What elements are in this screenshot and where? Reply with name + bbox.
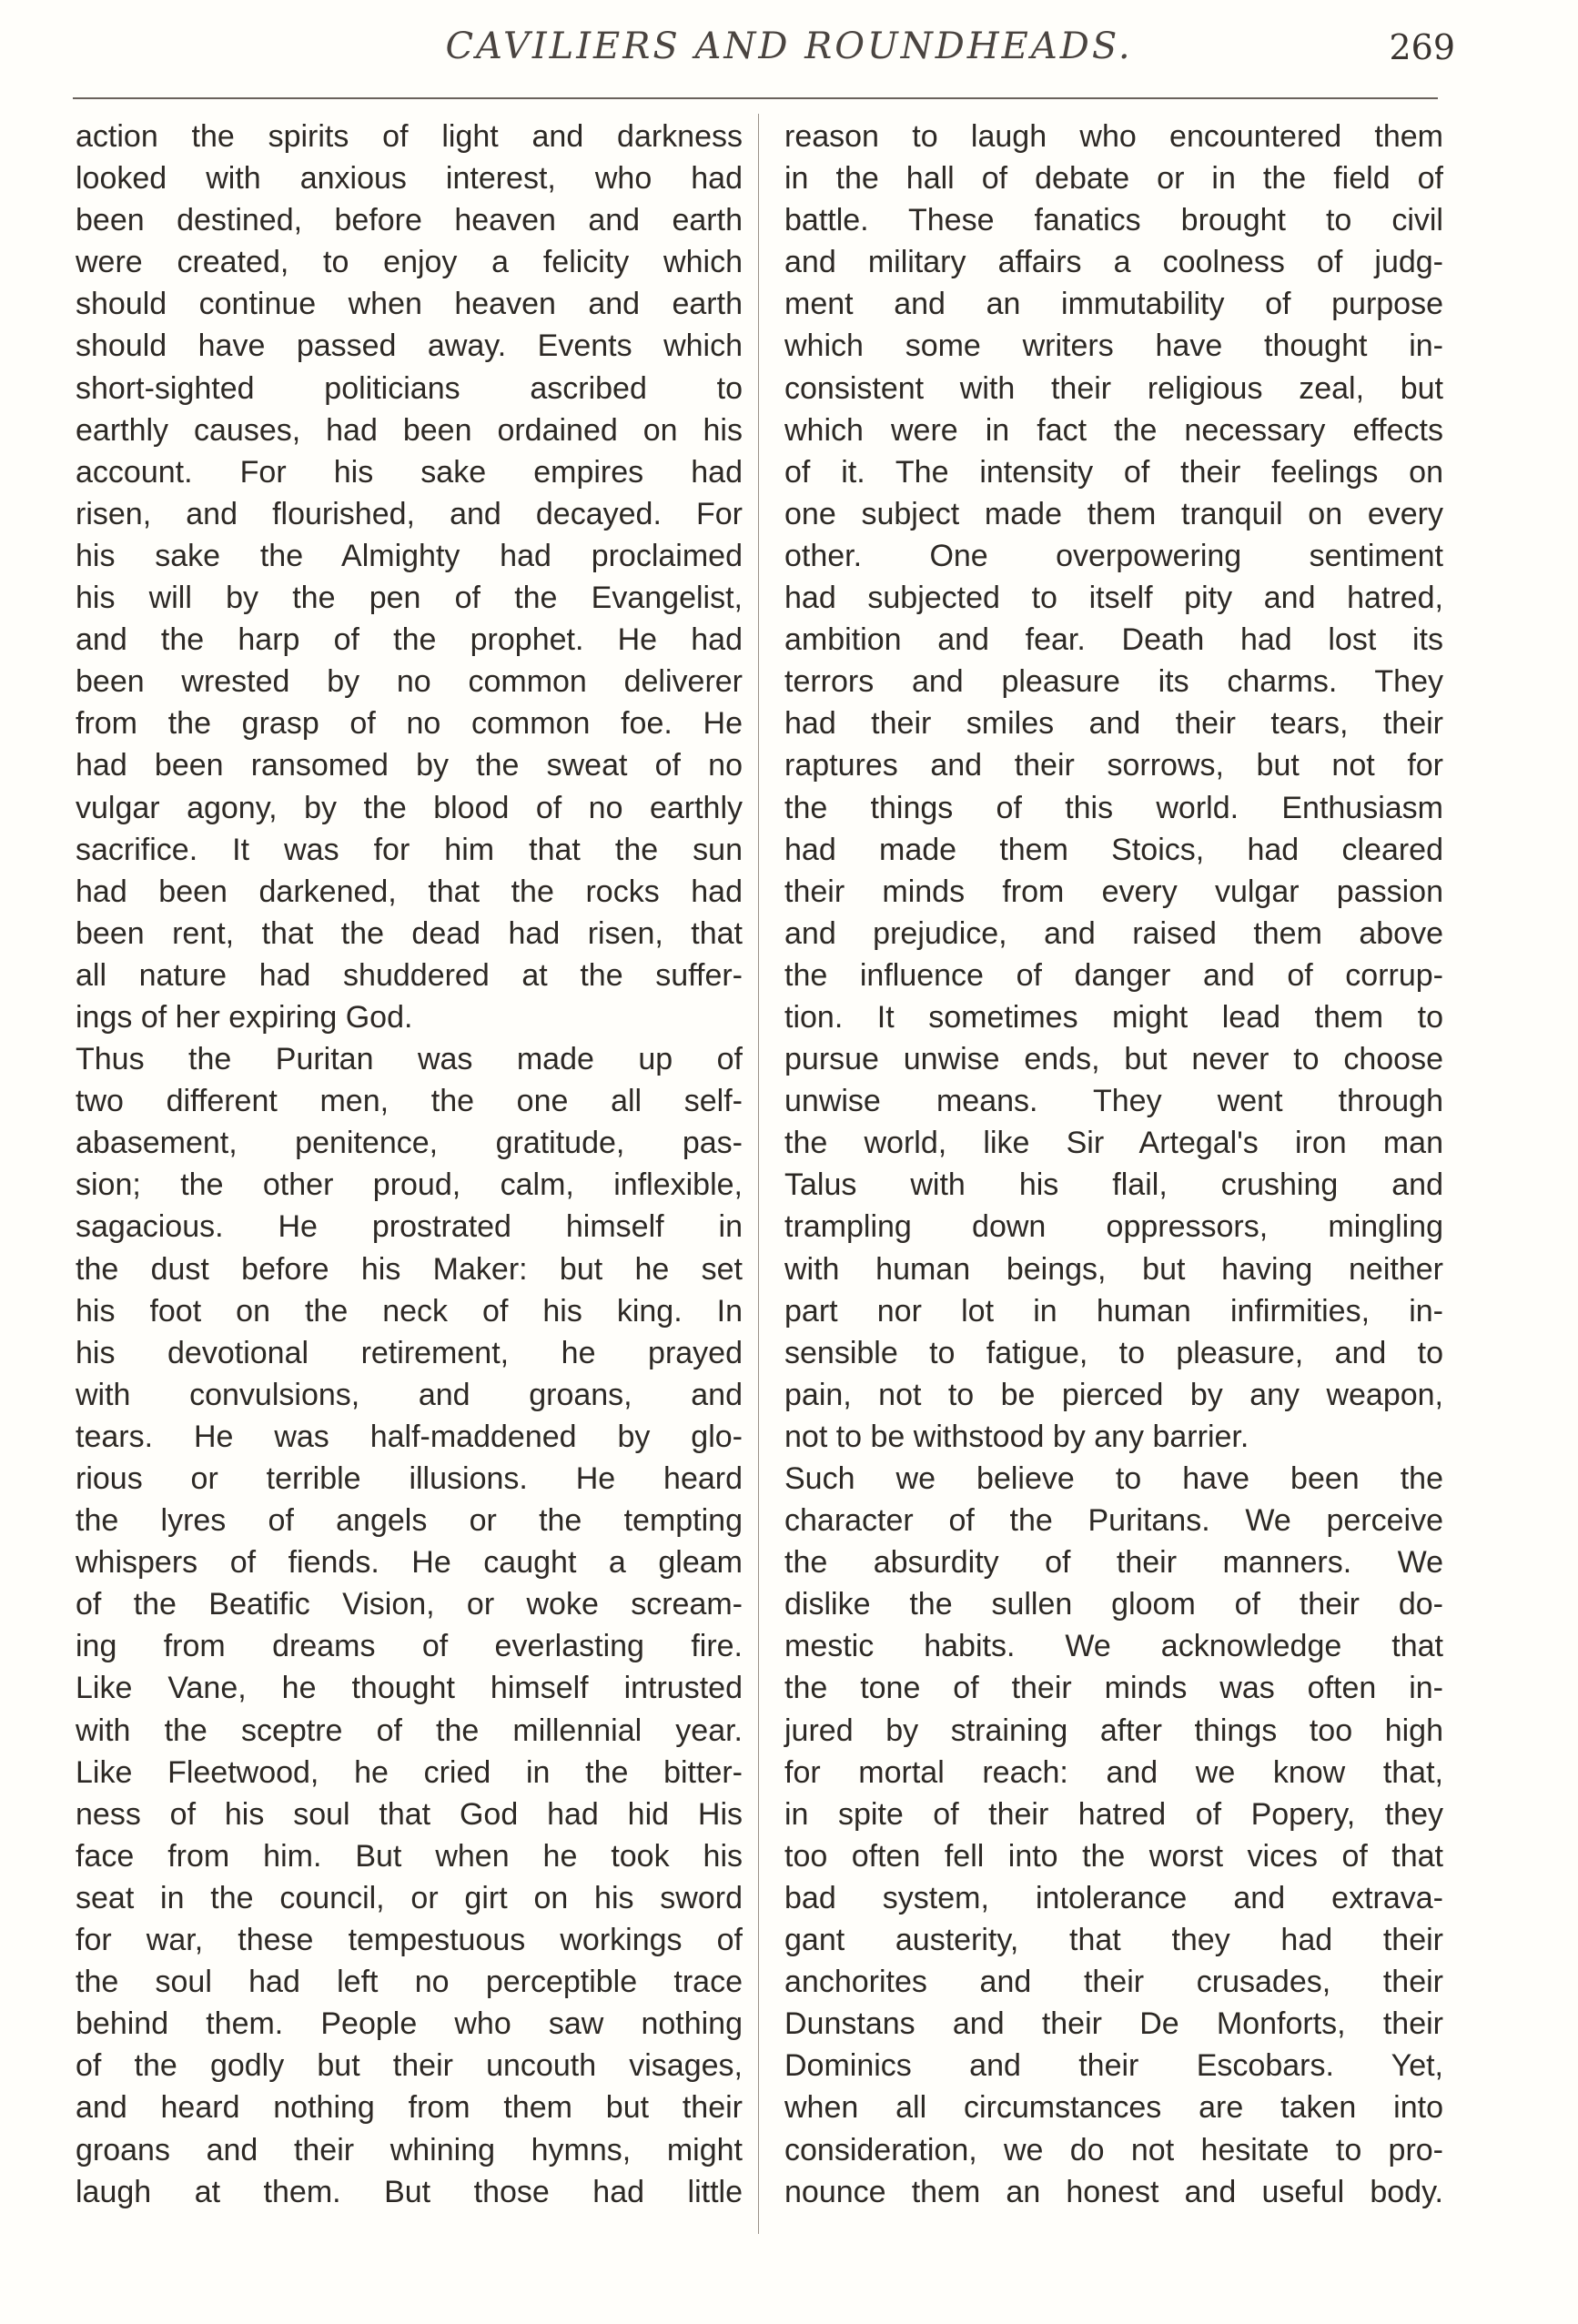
page-number: 269 xyxy=(1389,27,1455,67)
text-line: all nature had shuddered at the suffer- xyxy=(76,957,743,993)
text-line: ing from dreams of everlasting fire. xyxy=(76,1629,743,1664)
text-line: for mortal reach: and we know that, xyxy=(784,1754,1443,1790)
text-line: anchorites and their crusades, their xyxy=(784,1965,1443,2000)
text-line: consideration, we do not hesitate to pro- xyxy=(784,2132,1443,2167)
text-line: reason to laugh who encountered them xyxy=(784,119,1443,154)
text-line: nounce them an honest and useful body. xyxy=(784,2174,1443,2209)
text-line: with human beings, but having neither xyxy=(784,1251,1443,1287)
right-column xyxy=(784,116,1443,2213)
text-line: of it. The intensity of their feelings on xyxy=(784,454,1443,490)
text-line: tion. It sometimes might lead them to xyxy=(784,999,1443,1035)
header-rule xyxy=(73,97,1438,99)
text-line: risen, and flourished, and decayed. For xyxy=(76,496,743,531)
text-line: earthly causes, had been ordained on his xyxy=(76,412,743,448)
text-line: trampling down oppressors, mingling xyxy=(784,1209,1443,1245)
text-line: of the godly but their uncouth visages, xyxy=(76,2048,743,2084)
page-header xyxy=(0,25,1578,89)
text-line: the lyres of angels or the tempting xyxy=(76,1503,743,1539)
text-line: face from him. But when he took his xyxy=(76,1838,743,1874)
text-line: were created, to enjoy a felicity which xyxy=(76,245,743,280)
text-line: with the sceptre of the millennial year. xyxy=(76,1713,743,1748)
text-line: Thus the Puritan was made up of xyxy=(76,1042,743,1077)
column-divider xyxy=(758,114,759,2234)
text-line: Such we believe to have been the xyxy=(784,1461,1443,1496)
text-line: rious or terrible illusions. He heard xyxy=(76,1461,743,1496)
text-line: his foot on the neck of his king. In xyxy=(76,1293,743,1329)
text-line: been rent, that the dead had risen, that xyxy=(76,915,743,951)
text-line: mestic habits. We acknowledge that xyxy=(784,1629,1443,1664)
text-line: pain, not to be pierced by any weapon, xyxy=(784,1377,1443,1412)
text-line: the tone of their minds was often in- xyxy=(784,1671,1443,1706)
text-line: Like Fleetwood, he cried in the bitter- xyxy=(76,1754,743,1790)
text-line: seat in the council, or girt on his sword xyxy=(76,1880,743,1915)
text-line: looked with anxious interest, who had xyxy=(76,161,743,197)
text-line: in the hall of debate or in the field of xyxy=(784,161,1443,197)
text-line: his sake the Almighty had proclaimed xyxy=(76,538,743,573)
text-line: had been ransomed by the sweat of no xyxy=(76,748,743,783)
text-line: been wrested by no common deliverer xyxy=(76,664,743,700)
text-line: which some writers have thought in- xyxy=(784,328,1443,364)
text-line: for war, these tempestuous workings of xyxy=(76,1923,743,1958)
text-line: and heard nothing from them but their xyxy=(76,2090,743,2126)
text-line: bad system, intolerance and extrava- xyxy=(784,1880,1443,1915)
running-title: CAVILIERS AND ROUNDHEADS. xyxy=(445,25,1133,67)
text-line: the soul had left no perceptible trace xyxy=(76,1965,743,2000)
text-line: part nor lot in human infirmities, in- xyxy=(784,1293,1443,1329)
text-line: and prejudice, and raised them above xyxy=(784,915,1443,951)
text-line: gant austerity, that they had their xyxy=(784,1923,1443,1958)
text-line: his devotional retirement, he prayed xyxy=(76,1335,743,1370)
text-line: from the grasp of no common foe. He xyxy=(76,706,743,742)
text-line: ings of her expiring God. xyxy=(76,999,413,1035)
text-line: his will by the pen of the Evangelist, xyxy=(76,581,743,616)
text-line: short-sighted politicians ascribed to xyxy=(76,370,743,406)
text-line: Talus with his flail, crushing and xyxy=(784,1167,1443,1203)
text-line: vulgar agony, by the blood of no earthly xyxy=(76,790,743,825)
text-line: the world, like Sir Artegal's iron man xyxy=(784,1126,1443,1161)
text-line: account. For his sake empires had xyxy=(76,454,743,490)
text-line: ambition and fear. Death had lost its xyxy=(784,622,1443,658)
text-line: laugh at them. But those had little xyxy=(76,2174,743,2209)
text-line: groans and their whining hymns, might xyxy=(76,2132,743,2167)
text-line: had made them Stoics, had cleared xyxy=(784,832,1443,867)
text-line: with convulsions, and groans, and xyxy=(76,1377,743,1412)
text-line: their minds from every vulgar passion xyxy=(784,874,1443,909)
text-line: should continue when heaven and earth xyxy=(76,287,743,322)
text-line: raptures and their sorrows, but not for xyxy=(784,748,1443,783)
text-line: pursue unwise ends, but never to choose xyxy=(784,1042,1443,1077)
text-line: tears. He was half-maddened by glo- xyxy=(76,1419,743,1454)
text-line: when all circumstances are taken into xyxy=(784,2090,1443,2126)
text-line: sion; the other proud, calm, inflexible, xyxy=(76,1167,743,1203)
text-line: whispers of fiends. He caught a gleam xyxy=(76,1545,743,1581)
text-line: sagacious. He prostrated himself in xyxy=(76,1209,743,1245)
text-line: unwise means. They went through xyxy=(784,1084,1443,1119)
text-line: of the Beatific Vision, or woke scream- xyxy=(76,1587,743,1622)
text-line: and military affairs a coolness of judg- xyxy=(784,245,1443,280)
text-line: not to be withstood by any barrier. xyxy=(784,1419,1249,1454)
text-line: the absurdity of their manners. We xyxy=(784,1545,1443,1581)
text-line: been destined, before heaven and earth xyxy=(76,203,743,238)
text-line: ment and an immutability of purpose xyxy=(784,287,1443,322)
text-line: in spite of their hatred of Popery, they xyxy=(784,1796,1443,1832)
text-line: character of the Puritans. We perceive xyxy=(784,1503,1443,1539)
text-line: dislike the sullen gloom of their do- xyxy=(784,1587,1443,1622)
text-line: too often fell into the worst vices of that xyxy=(784,1838,1443,1874)
text-line: ness of his soul that God had hid His xyxy=(76,1796,743,1832)
text-line: had been darkened, that the rocks had xyxy=(76,874,743,909)
text-line: behind them. People who saw nothing xyxy=(76,2006,743,2042)
text-line: two different men, the one all self- xyxy=(76,1084,743,1119)
text-line: the things of this world. Enthusiasm xyxy=(784,790,1443,825)
text-line: which were in fact the necessary effects xyxy=(784,412,1443,448)
text-line: Dunstans and their De Monforts, their xyxy=(784,2006,1443,2042)
text-line: Dominics and their Escobars. Yet, xyxy=(784,2048,1443,2084)
text-line: the influence of danger and of corrup- xyxy=(784,957,1443,993)
text-line: battle. These fanatics brought to civil xyxy=(784,203,1443,238)
text-line: and the harp of the prophet. He had xyxy=(76,622,743,658)
text-line: sensible to fatigue, to pleasure, and to xyxy=(784,1335,1443,1370)
text-line: sacrifice. It was for him that the sun xyxy=(76,832,743,867)
left-column xyxy=(76,116,743,2213)
text-line: other. One overpowering sentiment xyxy=(784,538,1443,573)
text-line: terrors and pleasure its charms. They xyxy=(784,664,1443,700)
text-line: should have passed away. Events which xyxy=(76,328,743,364)
text-line: jured by straining after things too high xyxy=(784,1713,1443,1748)
text-line: action the spirits of light and darkness xyxy=(76,119,743,154)
text-line: Like Vane, he thought himself intrusted xyxy=(76,1671,743,1706)
text-line: one subject made them tranquil on every xyxy=(784,496,1443,531)
text-line: consistent with their religious zeal, but xyxy=(784,370,1443,406)
text-line: had their smiles and their tears, their xyxy=(784,706,1443,742)
text-line: the dust before his Maker: but he set xyxy=(76,1251,743,1287)
text-line: had subjected to itself pity and hatred, xyxy=(784,581,1443,616)
text-line: abasement, penitence, gratitude, pas- xyxy=(76,1126,743,1161)
